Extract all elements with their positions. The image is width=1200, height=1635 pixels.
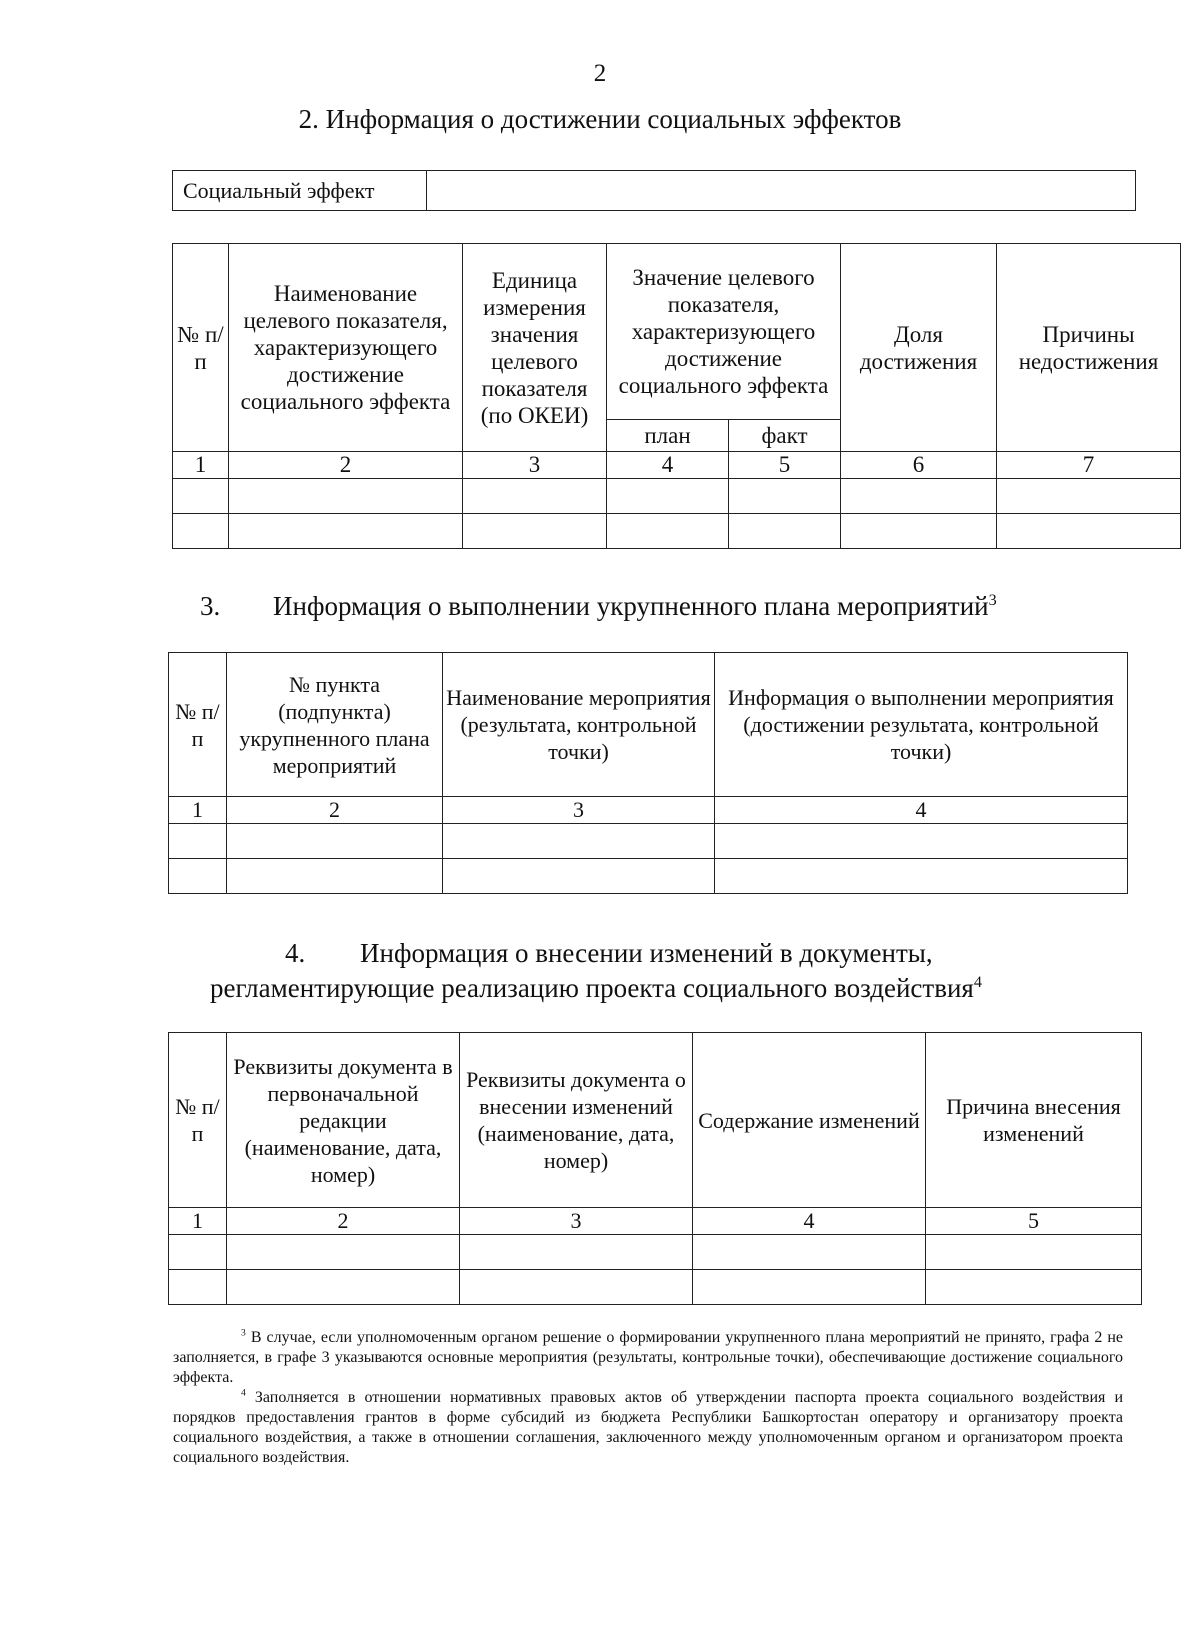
footnote-text: В случае, если уполномоченным органом решение о формировании укрупненного плана мероприятий не принято, графа 2 не заполняется, в графе 3 указываются основные мероприятия (результаты, контрольные точки), обеспечивающие достижение социального эффекта. [173,1329,1124,1386]
table-cell[interactable] [169,1235,227,1270]
header-activity-name: Наименование мероприятия (результата, контрольной точки) [443,653,715,797]
table-row [169,859,1128,894]
column-number: 4 [715,797,1128,824]
table-cell[interactable] [926,1235,1142,1270]
table-cell[interactable] [173,514,229,549]
header-indicator-value: Значение целевого показателя, характеризующего достижение социального эффекта [607,244,841,420]
header-non-achievement-reasons: Причины недостижения [997,244,1181,452]
header-plan: план [607,420,729,452]
table-cell[interactable] [460,1235,693,1270]
column-number: 7 [997,452,1181,479]
table-row [169,1270,1142,1305]
header-number: № п/п [169,653,227,797]
table-cell[interactable] [229,479,463,514]
column-number: 2 [229,452,463,479]
table-cell[interactable] [997,479,1181,514]
footnotes [173,1328,1123,1468]
page-number: 2 [593,60,607,87]
footnote-ref-3[interactable]: 3 [988,591,997,609]
document-changes-table [168,1032,1142,1305]
table-cell[interactable] [169,824,227,859]
header-plan-item: № пункта (подпункта) укрупненного плана мероприятий [227,653,443,797]
social-effects-table [172,243,1181,549]
table-cell[interactable] [227,824,443,859]
table-cell[interactable] [607,479,729,514]
table-cell[interactable] [607,514,729,549]
table-cell[interactable] [169,1270,227,1305]
table-cell[interactable] [997,514,1181,549]
footnote-mark: 4 [241,1387,246,1399]
social-effect-label: Социальный эффект [173,171,427,211]
column-number: 1 [169,1208,227,1235]
section-3-title [273,590,997,622]
column-number: 2 [227,1208,460,1235]
header-fact: факт [729,420,841,452]
footnote-4 [173,1388,1123,1468]
header-unit: Единица измерения значения целевого показателя (по ОКЕИ) [463,244,607,452]
section-4-title-line1: Информация о внесении изменений в документы, [360,938,933,968]
table-cell[interactable] [443,824,715,859]
section-3-number: 3. [200,591,221,621]
table-row [169,824,1128,859]
header-number: № п/п [169,1033,227,1208]
header-original-document: Реквизиты документа в первоначальной редакции (наименование, дата, номер) [227,1033,460,1208]
header-change-content: Содержание изменений [693,1033,926,1208]
column-number: 2 [227,797,443,824]
header-indicator-name: Наименование целевого показателя, характеризующего достижение социального эффекта [229,244,463,452]
table-cell[interactable] [227,1270,460,1305]
column-number: 3 [460,1208,693,1235]
column-number: 5 [926,1208,1142,1235]
table-cell[interactable] [173,479,229,514]
plan-table [168,652,1128,894]
table-cell[interactable] [169,859,227,894]
section-2-title: 2. Информация о достижении социальных эффектов [298,104,902,134]
table-cell[interactable] [729,514,841,549]
section-4-title-text: регламентирующие реализацию проекта социального воздействия [210,973,974,1003]
table-cell[interactable] [729,479,841,514]
table-row [173,514,1181,549]
table-cell[interactable] [926,1270,1142,1305]
column-number: 4 [693,1208,926,1235]
footnote-text: Заполняется в отношении нормативных правовых актов об утверждении паспорта проекта социального воздействия и порядков предоставления грантов в форме субсидий из бюджета Республики Башкортостан оператору и организатору проекта социального воздействия, а также в отношении соглашения, заключенного между уполномоченным органом и организатором проекта социального воздействия. [173,1389,1124,1466]
table-cell[interactable] [443,859,715,894]
column-number: 3 [443,797,715,824]
section-4-title-line2 [210,972,982,1004]
table-cell[interactable] [715,824,1128,859]
footnote-3 [173,1328,1123,1388]
section-3-title-text: Информация о выполнении укрупненного плана мероприятий [273,591,989,621]
table-row [173,479,1181,514]
column-number: 1 [173,452,229,479]
table-cell[interactable] [463,514,607,549]
social-effect-value[interactable] [427,171,1136,211]
table-cell[interactable] [229,514,463,549]
table-cell[interactable] [693,1270,926,1305]
table-cell[interactable] [841,479,997,514]
column-number: 6 [841,452,997,479]
table-row [169,1235,1142,1270]
table-cell[interactable] [227,859,443,894]
table-cell[interactable] [460,1270,693,1305]
table-cell[interactable] [463,479,607,514]
column-number: 1 [169,797,227,824]
column-number: 4 [607,452,729,479]
header-number: № п/п [173,244,229,452]
table-cell[interactable] [227,1235,460,1270]
column-number: 3 [463,452,607,479]
footnote-mark: 3 [241,1327,246,1339]
table-cell[interactable] [715,859,1128,894]
header-activity-info: Информация о выполнении мероприятия (достижении результата, контрольной точки) [715,653,1128,797]
header-change-reason: Причина внесения изменений [926,1033,1142,1208]
social-effect-table [172,170,1136,211]
header-amendment-document: Реквизиты документа о внесении изменений (наименование, дата, номер) [460,1033,693,1208]
table-cell[interactable] [841,514,997,549]
section-4-number: 4. [285,938,306,968]
header-achievement-share: Доля достижения [841,244,997,452]
footnote-ref-4[interactable]: 4 [973,973,982,991]
table-cell[interactable] [693,1235,926,1270]
column-number: 5 [729,452,841,479]
